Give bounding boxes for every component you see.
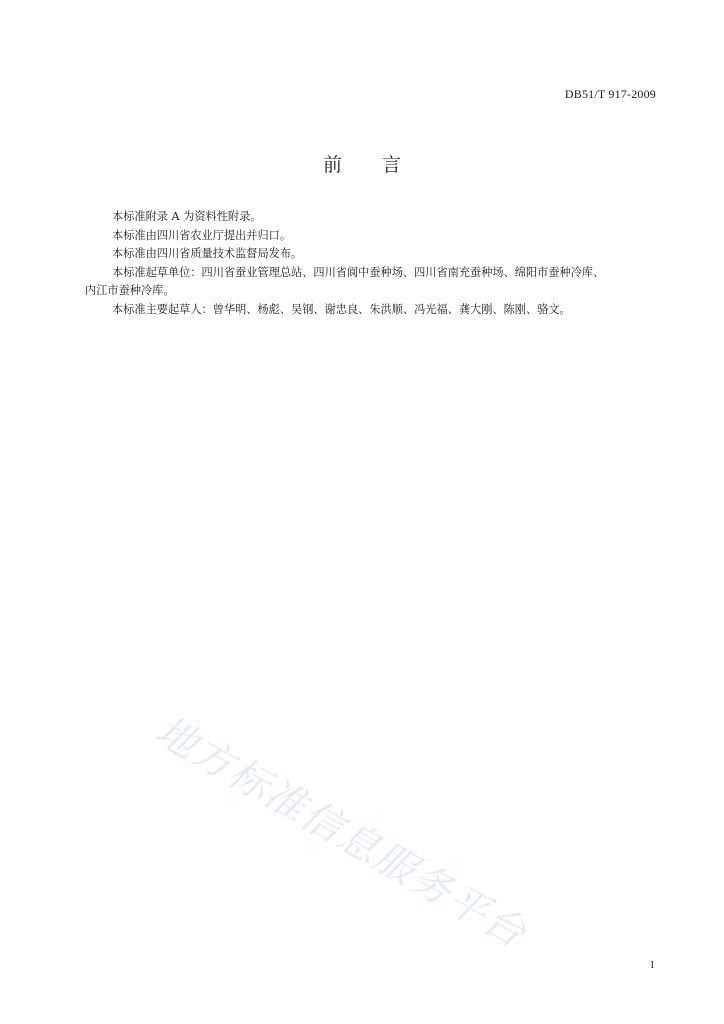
paragraph-proposer: 本标准由四川省农业厅提出并归口。 [112, 228, 292, 242]
paragraph-drafters: 本标准主要起草人：曾华明、杨彪、吴钢、谢忠良、朱洪顺、冯光福、龚大刚、陈刚、骆文。 [112, 302, 571, 316]
paragraph-appendix: 本标准附录 A 为资料性附录。 [112, 210, 262, 223]
title-part-2: 言 [382, 154, 402, 176]
paragraph-drafting-units: 本标准起草单位：四川省蚕业管理总站、四川省阆中蚕种场、四川省南充蚕种场、绵阳市蚕种冷库、 [112, 265, 605, 279]
title-part-1: 前 [322, 154, 342, 176]
foreword-body [85, 208, 670, 319]
document-code: DB51/T 917-2009 [564, 87, 656, 101]
page-title [0, 150, 724, 177]
paragraph-drafting-units-cont: 内江市蚕种冷库。 [85, 284, 175, 297]
page-number: I [650, 960, 654, 971]
watermark: 地方标准信息服务平台 [147, 707, 535, 958]
paragraph-publisher: 本标准由四川省质量技术监督局发布。 [112, 247, 303, 260]
